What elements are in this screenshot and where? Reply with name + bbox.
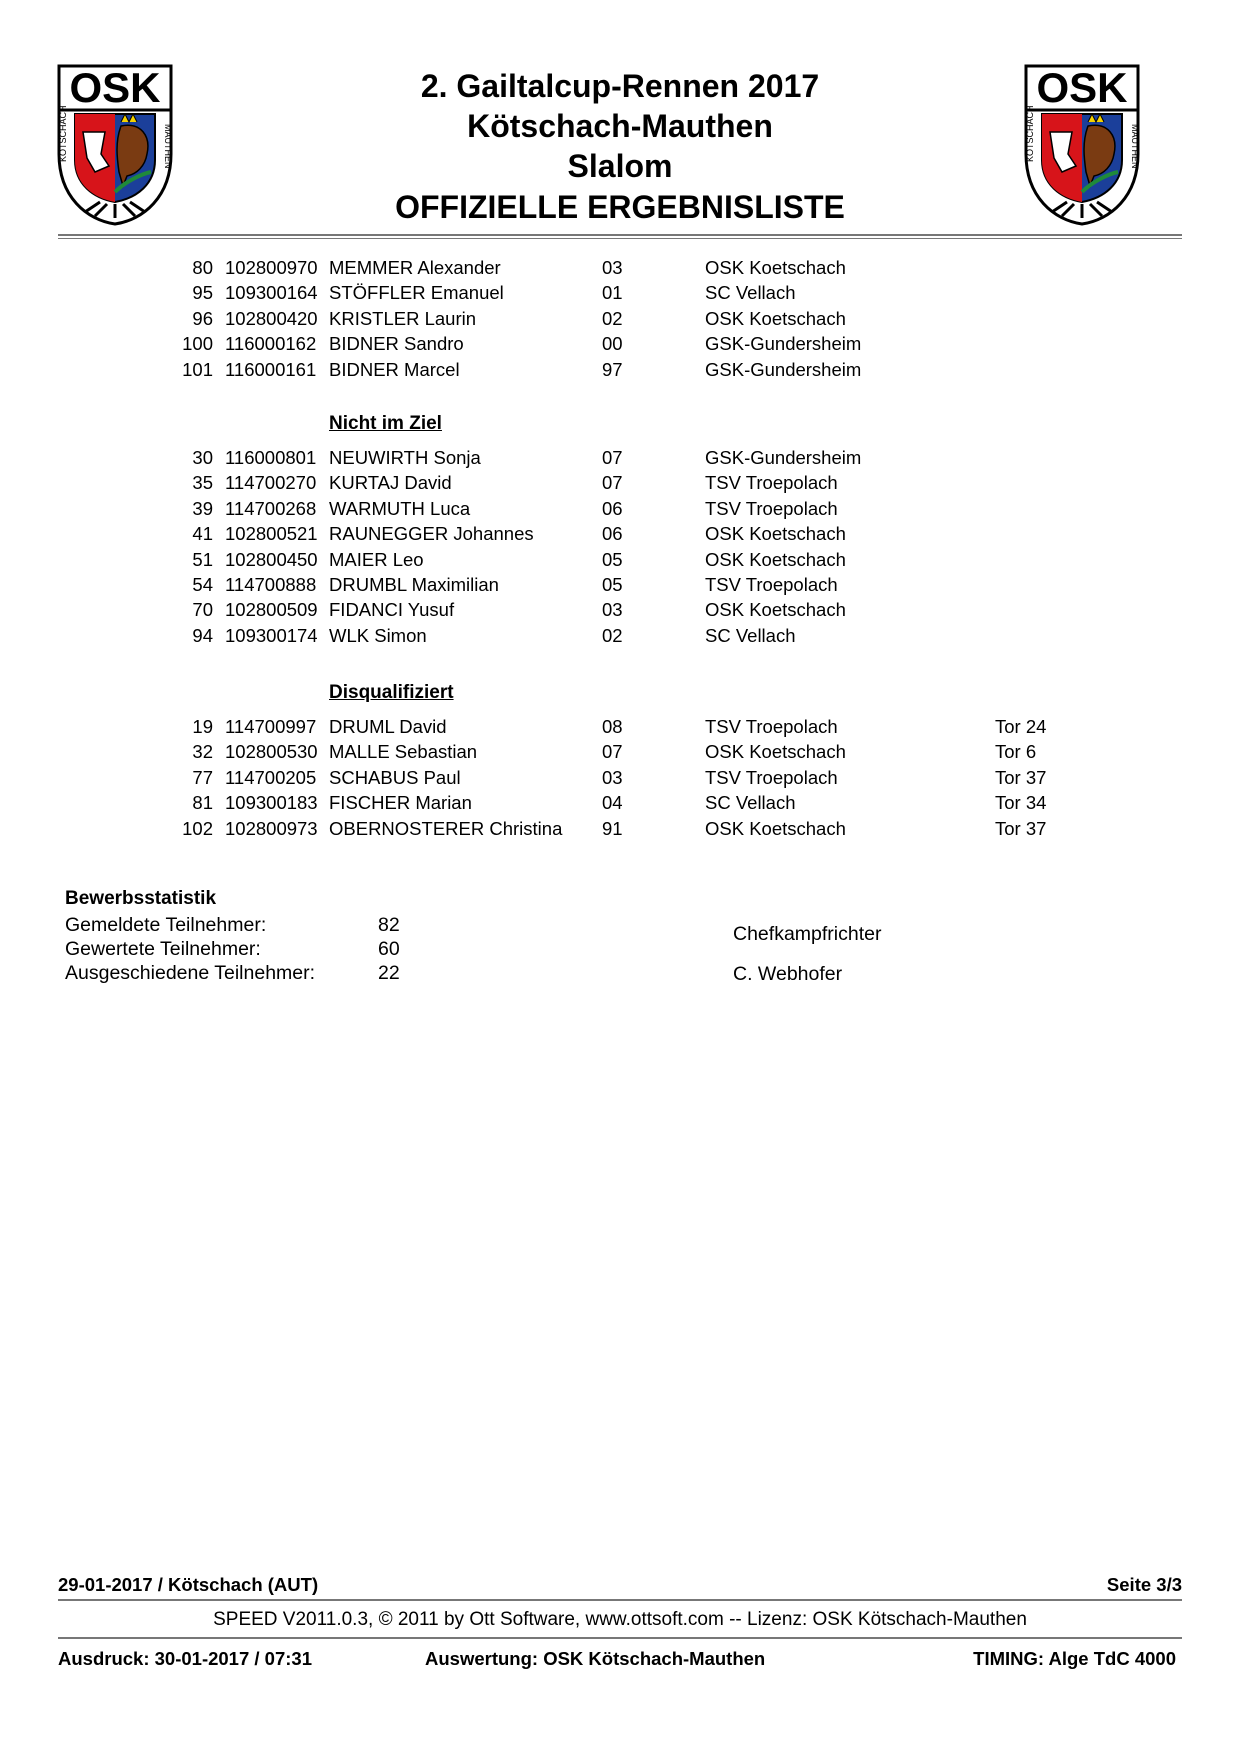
license-code: 102800450 xyxy=(225,548,318,570)
bib-number: 30 xyxy=(192,447,213,468)
dnf-heading: Nicht im Ziel xyxy=(329,413,442,434)
bib-number: 51 xyxy=(192,548,213,570)
license-code: 114700888 xyxy=(225,574,317,595)
birth-year: 07 xyxy=(602,472,623,494)
license-code: 114700997 xyxy=(225,716,317,737)
license-code: 102800521 xyxy=(225,523,318,545)
stat-label: Gemeldete Teilnehmer: xyxy=(65,914,267,936)
birth-year: 97 xyxy=(602,358,623,380)
club-name: OSK Koetschach xyxy=(705,307,846,329)
club-name: GSK-Gundersheim xyxy=(705,333,862,355)
club-logo-right xyxy=(1022,62,1142,227)
dsq-reason: Tor 37 xyxy=(995,766,1047,788)
athlete-name: NEUWIRTH Sonja xyxy=(329,447,481,468)
club-name: TSV Troepolach xyxy=(705,497,838,519)
header-rule xyxy=(58,234,1182,236)
svg-text:KÖTSCHACH: KÖTSCHACH xyxy=(1025,105,1035,162)
club-name: GSK-Gundersheim xyxy=(705,447,862,468)
club-name: TSV Troepolach xyxy=(705,574,838,595)
license-code: 114700270 xyxy=(225,472,317,494)
athlete-name: BIDNER Marcel xyxy=(329,358,460,380)
bib-number: 100 xyxy=(182,333,213,355)
birth-year: 03 xyxy=(602,257,623,278)
birth-year: 06 xyxy=(602,523,623,545)
athlete-name: MALLE Sebastian xyxy=(329,741,478,763)
license-code: 116000161 xyxy=(225,358,317,380)
club-name: OSK Koetschach xyxy=(705,257,846,278)
athlete-name: FIDANCI Yusuf xyxy=(329,599,455,621)
stat-value: 22 xyxy=(378,962,400,984)
club-name: OSK Koetschach xyxy=(705,817,846,839)
event-discipline: Slalom xyxy=(567,148,673,184)
athlete-name: DRUML David xyxy=(329,716,447,737)
athlete-name: FISCHER Marian xyxy=(329,792,472,814)
footer-printout: Ausdruck: 30-01-2017 / 07:31 xyxy=(58,1648,312,1669)
athlete-name: WLK Simon xyxy=(329,624,427,646)
license-code: 102800530 xyxy=(225,741,318,763)
document-title: OFFIZIELLE ERGEBNISLISTE xyxy=(395,189,845,225)
birth-year: 03 xyxy=(602,599,623,621)
athlete-name: BIDNER Sandro xyxy=(329,333,464,355)
dsq-reason: Tor 34 xyxy=(995,792,1047,814)
club-name: SC Vellach xyxy=(705,792,796,814)
athlete-name: WARMUTH Luca xyxy=(329,497,471,519)
bib-number: 95 xyxy=(192,282,213,304)
athlete-name: DRUMBL Maximilian xyxy=(329,574,499,595)
athlete-name: KRISTLER Laurin xyxy=(329,307,477,329)
club-name: OSK Koetschach xyxy=(705,599,846,621)
event-title: 2. Gailtalcup-Rennen 2017 xyxy=(420,68,820,104)
bib-number: 101 xyxy=(182,358,213,380)
dsq-reason: Tor 6 xyxy=(995,741,1037,763)
svg-text:KÖTSCHACH: KÖTSCHACH xyxy=(58,105,68,162)
athlete-name: RAUNEGGER Johannes xyxy=(329,523,534,545)
birth-year: 05 xyxy=(602,548,623,570)
stat-label: Gewertete Teilnehmer: xyxy=(65,938,261,960)
stat-value: 60 xyxy=(378,938,400,960)
signature-role: Chefkampfrichter xyxy=(733,923,882,945)
footer-date-place: 29-01-2017 / Kötschach (AUT) xyxy=(58,1574,319,1595)
club-name: GSK-Gundersheim xyxy=(705,358,862,380)
athlete-name: MEMMER Alexander xyxy=(329,257,501,278)
license-code: 114700268 xyxy=(225,497,317,519)
birth-year: 01 xyxy=(602,282,623,304)
birth-year: 07 xyxy=(602,447,623,468)
license-code: 109300174 xyxy=(225,624,318,646)
svg-text:MAUTHEN: MAUTHEN xyxy=(1130,124,1140,169)
event-location: Kötschach-Mauthen xyxy=(467,108,773,144)
dsq-reason: Tor 37 xyxy=(995,817,1047,839)
birth-year: 02 xyxy=(602,624,623,646)
license-code: 102800970 xyxy=(225,257,318,278)
bib-number: 94 xyxy=(192,624,213,646)
license-code: 109300183 xyxy=(225,792,318,814)
stat-value: 82 xyxy=(378,914,400,936)
footer-evaluation: Auswertung: OSK Kötschach-Mauthen xyxy=(425,1648,766,1669)
club-name: SC Vellach xyxy=(705,282,796,304)
signature-name: C. Webhofer xyxy=(733,963,843,985)
birth-year: 05 xyxy=(602,574,623,595)
bib-number: 32 xyxy=(192,741,213,763)
birth-year: 04 xyxy=(602,792,623,814)
stats-title: Bewerbsstatistik xyxy=(65,888,217,909)
license-code: 102800509 xyxy=(225,599,318,621)
birth-year: 03 xyxy=(602,766,623,788)
athlete-name: MAIER Leo xyxy=(329,548,424,570)
athlete-name: SCHABUS Paul xyxy=(329,766,461,788)
birth-year: 00 xyxy=(602,333,623,355)
svg-text:MAUTHEN: MAUTHEN xyxy=(163,124,173,169)
club-name: TSV Troepolach xyxy=(705,472,838,494)
license-code: 109300164 xyxy=(225,282,318,304)
footer-software-license: SPEED V2011.0.3, © 2011 by Ott Software, www.ottsoft.com -- Lizenz: OSK Kötschach-Mauthen xyxy=(213,1609,1027,1630)
stat-label: Ausgeschiedene Teilnehmer: xyxy=(65,962,316,984)
bib-number: 102 xyxy=(182,817,213,839)
birth-year: 06 xyxy=(602,497,623,519)
athlete-name: STÖFFLER Emanuel xyxy=(329,282,504,304)
birth-year: 91 xyxy=(602,817,623,839)
club-name: SC Vellach xyxy=(705,624,796,646)
license-code: 102800420 xyxy=(225,307,318,329)
bib-number: 81 xyxy=(192,792,213,814)
bib-number: 77 xyxy=(192,766,213,788)
bib-number: 54 xyxy=(192,574,213,595)
bib-number: 39 xyxy=(192,497,213,519)
club-name: OSK Koetschach xyxy=(705,523,846,545)
document-header xyxy=(300,66,940,227)
bib-number: 19 xyxy=(192,716,213,737)
club-name: OSK Koetschach xyxy=(705,548,846,570)
footer-page-number: Seite 3/3 xyxy=(1106,1574,1182,1595)
birth-year: 02 xyxy=(602,307,623,329)
dsq-heading: Disqualifiziert xyxy=(329,682,454,703)
bib-number: 96 xyxy=(192,307,213,329)
club-name: OSK Koetschach xyxy=(705,741,846,763)
club-logo-left xyxy=(55,62,175,227)
club-name: TSV Troepolach xyxy=(705,716,838,737)
footer-timing: TIMING: Alge TdC 4000 xyxy=(973,1648,1176,1669)
bib-number: 70 xyxy=(192,599,213,621)
birth-year: 08 xyxy=(602,716,623,737)
license-code: 116000801 xyxy=(225,447,317,468)
license-code: 116000162 xyxy=(225,333,317,355)
athlete-name: OBERNOSTERER Christina xyxy=(329,817,563,839)
header-rule-thin xyxy=(58,238,1182,239)
license-code: 114700205 xyxy=(225,766,317,788)
logo-text: OSK xyxy=(69,64,161,111)
license-code: 102800973 xyxy=(225,817,318,839)
footer-rule-top xyxy=(58,1599,1182,1601)
athlete-name: KURTAJ David xyxy=(329,472,452,494)
bib-number: 41 xyxy=(192,523,213,545)
dsq-reason: Tor 24 xyxy=(995,716,1047,737)
bib-number: 80 xyxy=(192,257,213,278)
logo-text: OSK xyxy=(1036,64,1128,111)
birth-year: 07 xyxy=(602,741,623,763)
footer-rule-bottom xyxy=(58,1637,1182,1639)
bib-number: 35 xyxy=(192,472,213,494)
club-name: TSV Troepolach xyxy=(705,766,838,788)
